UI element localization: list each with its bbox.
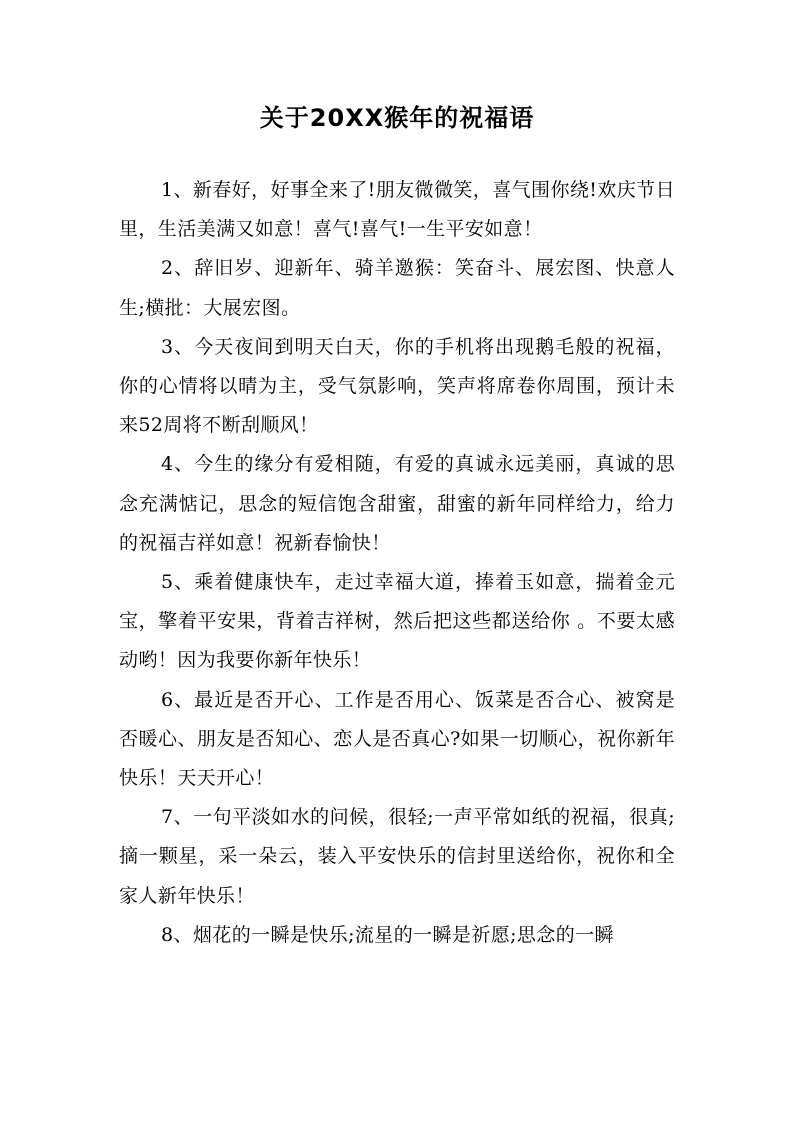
paragraph-8: 8、烟花的一瞬是快乐;流星的一瞬是祈愿;思念的一瞬 xyxy=(161,923,614,946)
paragraph-4: 4、今生的缘分有爱相随，有爱的真诚永远美丽，真诚的思念充满惦记，思念的短信饱含甜蜜，甜蜜的新年同样给力，给力的祝福吉祥如意！祝新春愉快！ xyxy=(119,453,675,554)
paragraph-5: 5、乘着健康快车，走过幸福大道，捧着玉如意，揣着金元宝，擎着平安果，背着吉祥树，然后把这些都送给你 。不要太感动哟！因为我要你新年快乐！ xyxy=(119,571,675,672)
paragraph-7: 7、一句平淡如水的问候，很轻;一声平常如纸的祝福，很真;摘一颗星，采一朵云，装入平安快乐的信封里送给你，祝你和全家人新年快乐！ xyxy=(119,806,675,907)
paragraph-1: 1、新春好，好事全来了!朋友微微笑，喜气围你绕!欢庆节日里，生活美满又如意！喜气!喜气!一生平安如意！ xyxy=(119,179,675,241)
paragraph-3: 3、今天夜间到明天白天，你的手机将出现鹅毛般的祝福，你的心情将以晴为主，受气氛影响，笑声将席卷你周围，预计未来52周将不断刮顺风！ xyxy=(119,335,675,437)
paragraph-6: 6、最近是否开心、工作是否用心、饭菜是否合心、被窝是否暖心、朋友是否知心、恋人是否真心?如果一切顺心，祝你新年快乐！天天开心！ xyxy=(119,688,675,790)
paragraph-2: 2、辞旧岁、迎新年、骑羊邀猴：笑奋斗、展宏图、快意人生;横批：大展宏图。 xyxy=(119,257,675,319)
document-title: 关于20XX猴年的祝福语 xyxy=(259,104,535,132)
document-body xyxy=(119,171,675,955)
